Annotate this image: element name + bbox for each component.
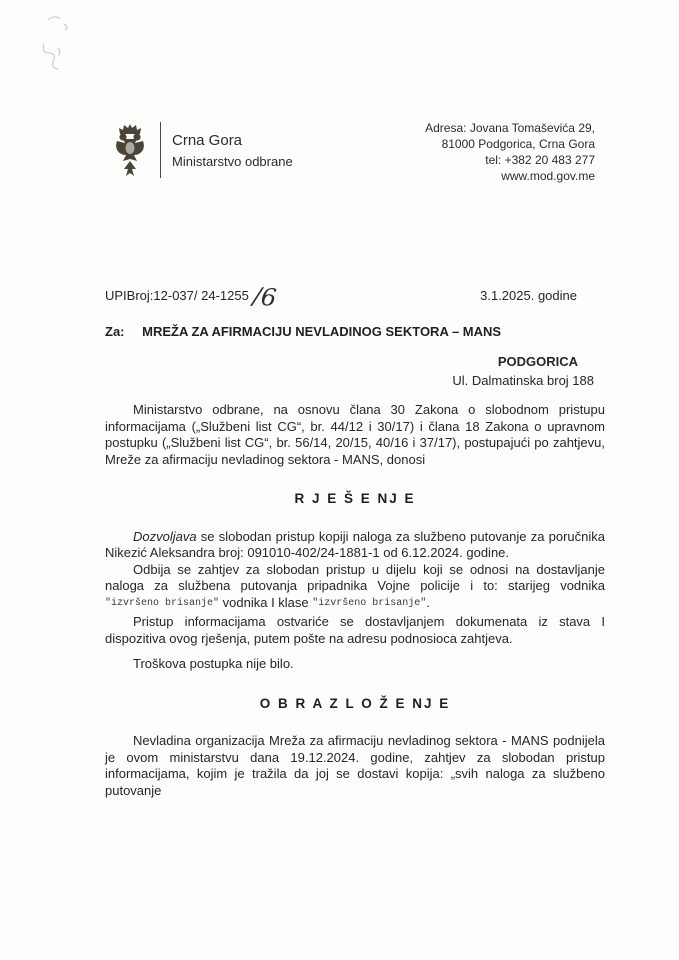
reference-row [105,281,605,313]
header-divider [160,122,161,178]
letterhead [110,116,595,184]
handwritten-mark [34,14,86,74]
document-date: 3.1.2025. godine [480,288,577,303]
decision-lead-word: Dozvoljava [133,528,197,544]
recipient-street: Ul. Dalmatinska broj 188 [452,373,594,388]
decision-paragraph-1 [105,529,605,562]
recipient-address-block [452,352,594,390]
recipient-city: PODGORICA [497,354,578,369]
decision-paragraph-2 [105,562,605,615]
decision-paragraph-3: Pristup informacijama ostvariće se dostavljanjem dokumenata iz stava I dispozitiva ovog rješenja, putem pošte na adresu podnosioca zahtjeva. [105,614,605,646]
decision-paragraph-2-end: . [426,594,430,610]
reference-block [105,281,278,313]
address-line: 81000 Podgorica, Crna Gora [441,137,595,151]
decision-paragraph-2-text: Odbija se zahtjev za slobodan pristup u dijelu koji se odnosi na dostavljanje naloga za službena putovanja pripadnika Vojne policije i to: starijeg vodnika [105,561,605,593]
document-body [105,402,605,799]
ministry-name: Ministarstvo odbrane [172,153,293,169]
redaction-note: "izvršeno brisanje" [105,597,220,609]
rationale-heading: O B R A Z L O Ž E NJ E [259,695,451,711]
decision-paragraph-2-text-b: vodnika I klase [219,594,313,610]
decision-paragraph-4: Troškova postupka nije bilo. [133,656,294,671]
reference-number: UPIBroj:12-037/ 24-1255 [105,288,249,303]
intro-paragraph: Ministarstvo odbrane, na osnovu člana 30 Zakona o slobodnom pristupu informacijama („Službeni list CG“, br. 44/12 i 30/17) i člana 18 Zakona o upravnom postupku („Službeni list CG“, br. 56/14, 20/15, 40/16 i 37/17), postupajući po zahtjevu, Mreže za afirmaciju nevladinog sektora - MANS, donosi [105,402,605,467]
recipient-label: Za: [105,324,125,339]
website-url: www.mod.gov.me [501,169,595,183]
decision-paragraph-1-text: se slobodan pristup kopiji naloga za službeno putovanje za poručnika Nikezić Aleksandra broj: 091010-402/24-1881-1 od 6.12.2024. godine. [105,528,605,560]
address-line: tel: +382 20 483 277 [485,153,595,167]
decision-heading: R J E Š E NJ E [294,491,416,506]
letterhead-left [110,116,293,184]
handwritten-number: /6 [251,281,278,313]
recipient-line [105,324,501,339]
redaction-note: "izvršeno brisanje" [312,597,427,609]
letterhead-address [425,116,595,184]
country-name: Crna Gora [172,131,243,149]
organization-block [172,132,293,169]
coat-of-arms-icon [110,122,150,179]
address-line: Adresa: Jovana Tomaševića 29, [425,121,595,135]
recipient-name: MREŽA ZA AFIRMACIJU NEVLADINOG SEKTORA – MANS [142,324,502,339]
rationale-paragraph-1: Nevladina organizacija Mreža za afirmaciju nevladinog sektora - MANS podnijela je ovom ministarstvu dana 19.12.2024. godine, zahtjev za slobodan pristup informacijama, kojim je tražila da joj se dostavi kopija: „svih naloga za službeno putovanje [105,733,605,798]
